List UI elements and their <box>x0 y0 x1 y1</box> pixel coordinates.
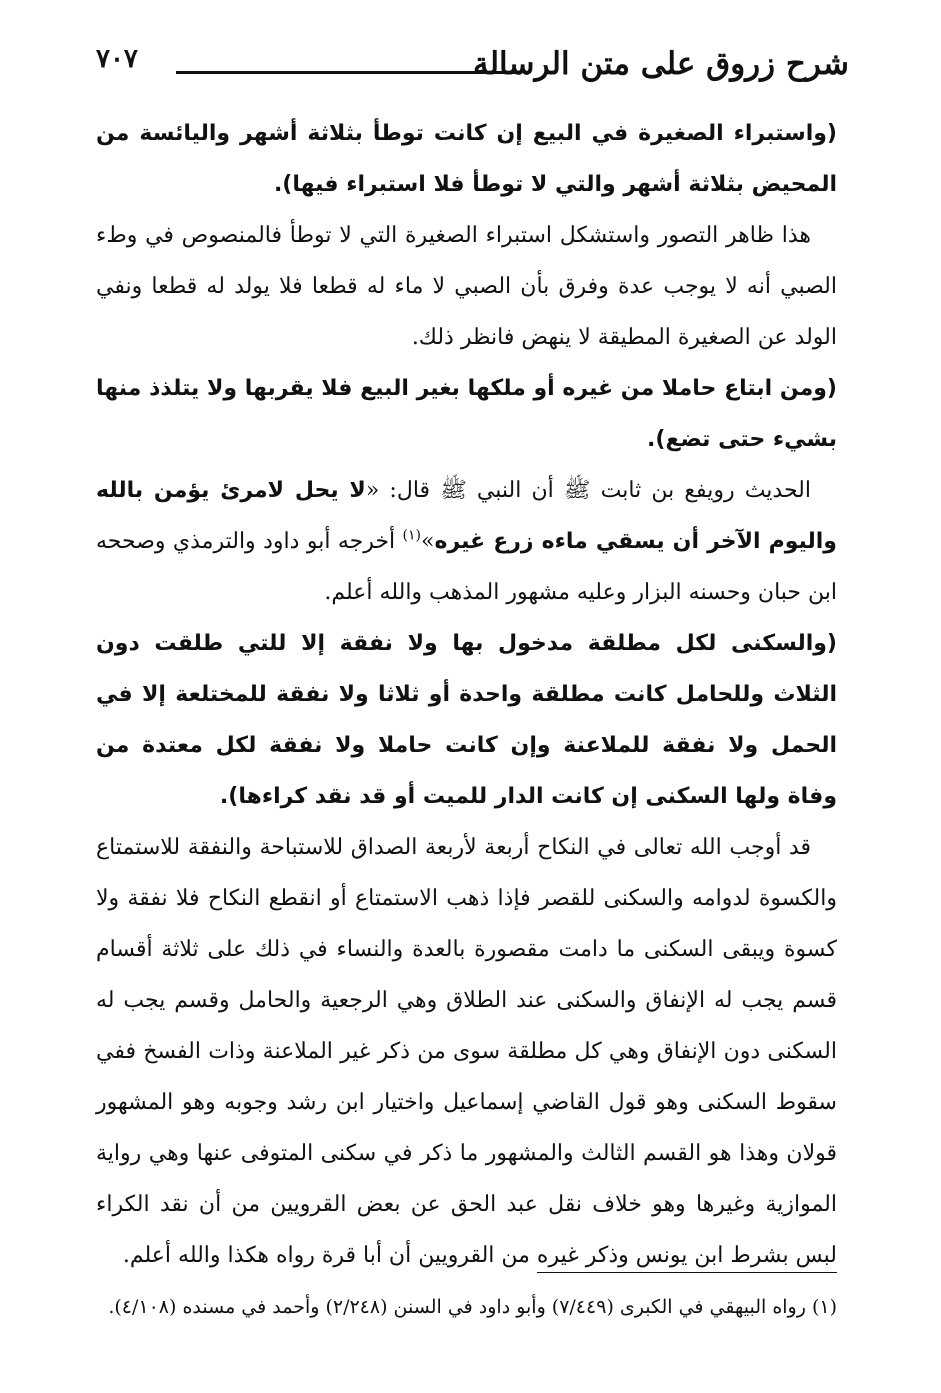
running-title: شرح زروق على متن الرسالة <box>472 46 849 82</box>
commentary-paragraph-3: قد أوجب الله تعالى في النكاح أربعة لأربعة الصداق للاستباحة والنفقة للاستمتاع والكسوة لدوامه والسكنى للقصر فإذا ذهب الاستمتاع أو انقطع النكاح فلا نفقة ولا كسوة ويبقى السكنى ما دامت مقصورة بالعدة والنساء في ذلك على ثلاثة أقسام قسم يجب له الإنفاق والسكنى عند الطلاق وهي الرجعية والحامل وقسم يجب له السكنى دون الإنفاق وهي كل مطلقة سوى من ذكر غير الملاعنة وذات الفسخ ففي سقوط السكنى وهو قول القاضي إسماعيل واختيار ابن رشد وجوبه وهو المشهور قولان وهذا هو القسم الثالث والمشهور ما ذكر في سكنى المتوفى عنها وهي رواية الموازية وغيرها وهو خلاف نقل عبد الحق عن بعض القرويين من أن نقد الكراء لبس بشرط ابن يونس وذكر غيره من القرويين أن أبا قرة رواه هكذا والله أعلم. <box>96 835 837 1268</box>
matn-paragraph-2: (ومن ابتاع حاملا من غيره أو ملكها بغير البيع فلا يقربها ولا يتلذذ منها بشيء حتى تضع). <box>96 376 837 452</box>
hadith-takhrij: أخرجه أبو داود والترمذي وصححه ابن حبان وحسنه البزار وعليه مشهور المذهب والله أعلم. <box>96 529 837 605</box>
commentary-paragraph-1: هذا ظاهر التصور واستشكل استبراء الصغيرة التي لا توطأ فالمنصوص في وطء الصبي أنه لا يوجب عدة وفرق بأن الصبي لا ماء له قطعا فلا يولد له قطعا ونفي الولد عن الصغيرة المطيقة لا ينهض فانظر ذلك. <box>96 223 837 350</box>
hadith-intro: الحديث رويفع بن ثابت ﷺ أن النبي ﷺ قال: « <box>365 478 811 503</box>
footnote-reference[interactable]: (١) <box>402 527 421 544</box>
footnote: (١) رواه البيهقي في الكبرى (٧/٤٤٩) وأبو داود في السنن (٢/٢٤٨) وأحمد في مسنده (٤/١٠٨). <box>108 1296 837 1318</box>
header-rule <box>176 71 519 74</box>
page-number: ٧٠٧ <box>96 44 138 74</box>
hadith-close-quote: » <box>420 529 435 554</box>
footnote-separator <box>537 1272 837 1273</box>
page-header <box>96 40 849 100</box>
commentary-paragraph-2 <box>96 465 837 618</box>
matn-paragraph-1: (واستبراء الصغيرة في البيع إن كانت توطأ بثلاثة أشهر واليائسة من المحيض بثلاثة أشهر والتي لا توطأ فلا استبراء فيها). <box>96 121 837 197</box>
page-body <box>96 108 837 1281</box>
matn-paragraph-3: (والسكنى لكل مطلقة مدخول بها ولا نفقة إلا للتي طلقت دون الثلاث وللحامل كانت مطلقة واحدة أو ثلاثا ولا نفقة للمختلعة إلا في الحمل ولا نفقة للملاعنة وإن كانت حاملا ولا نفقة لكل معتدة من وفاة ولها السكنى إن كانت الدار للميت أو قد نقد كراءها). <box>96 631 837 809</box>
hadith-text: لا يحل لامرئ يؤمن بالله واليوم الآخر أن يسقي ماءه زرع غيره <box>96 478 837 554</box>
